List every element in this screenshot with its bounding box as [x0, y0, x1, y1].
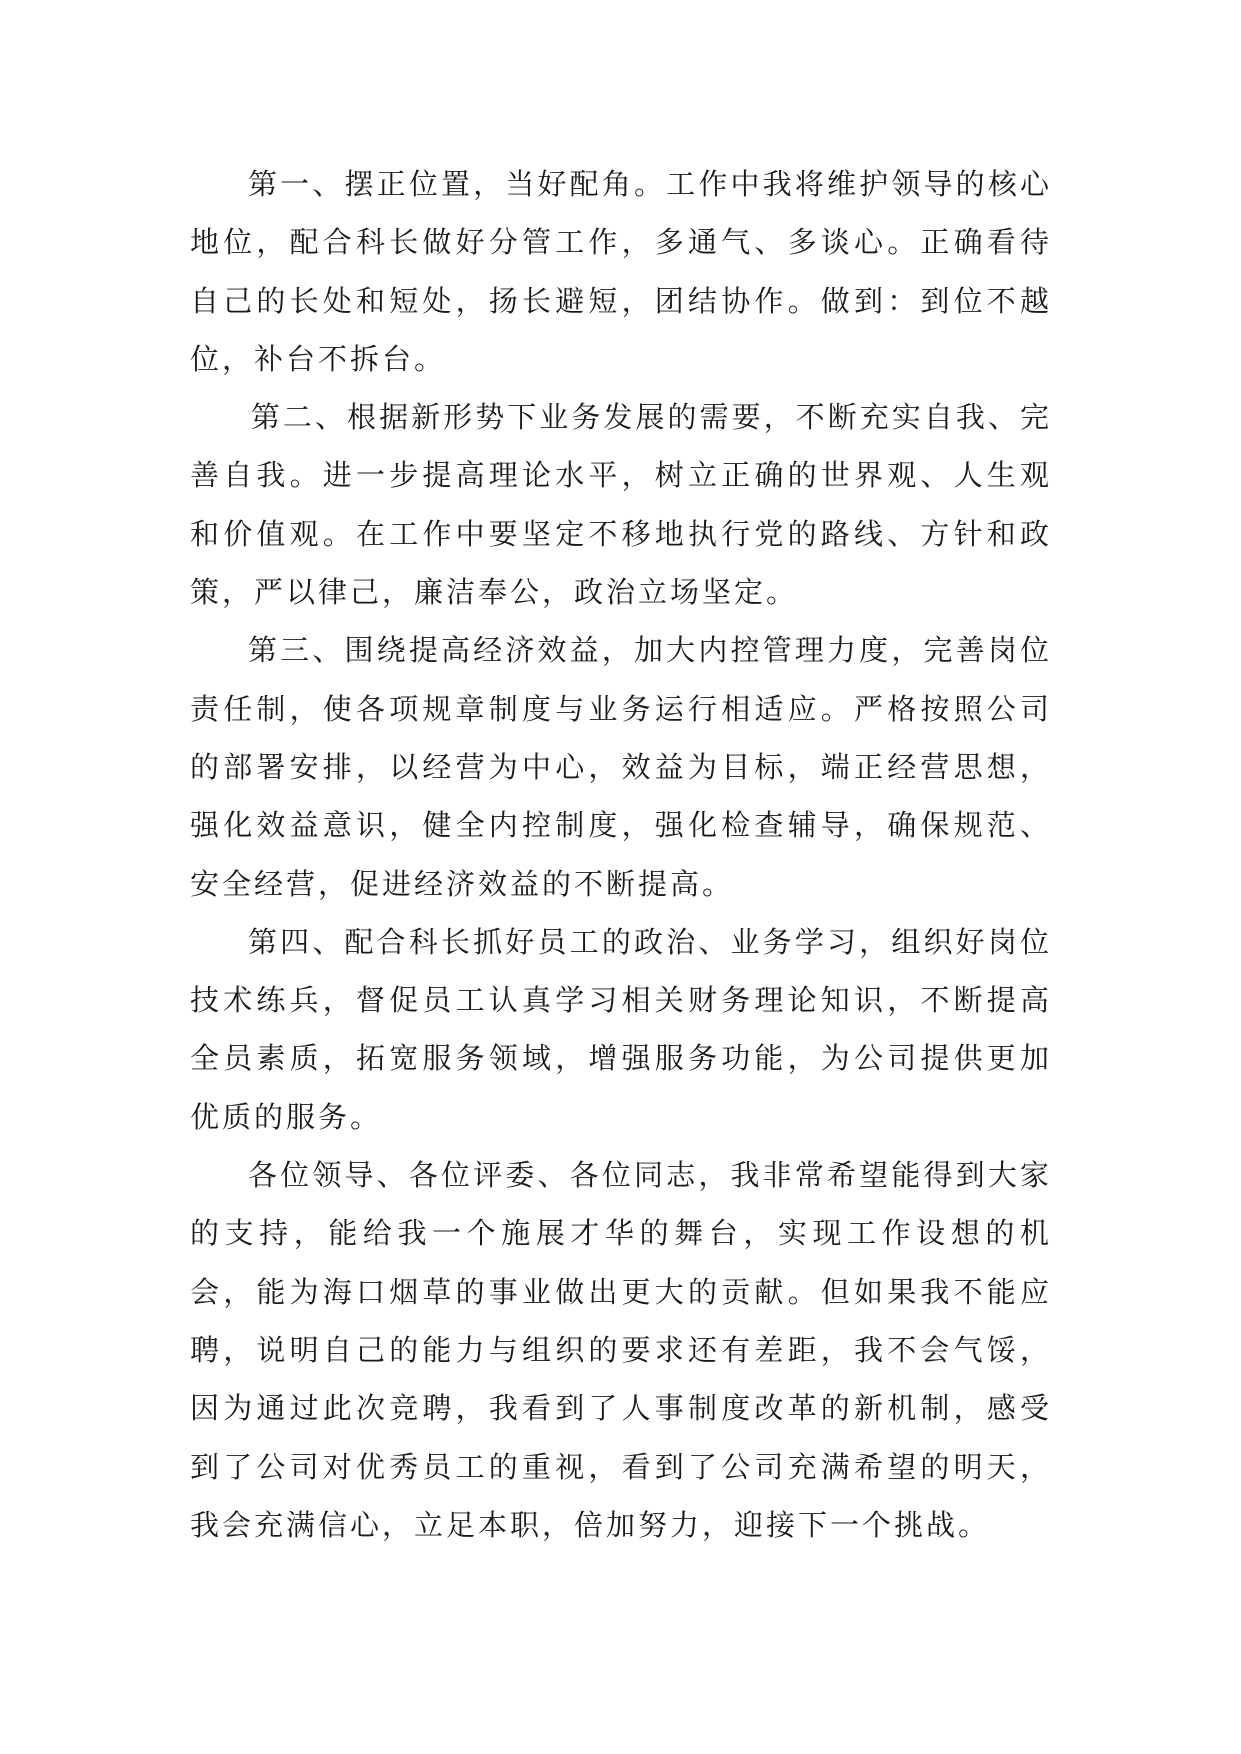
paragraph-2: 第二、根据新形势下业务发展的需要，不断充实自我、完善自我。进一步提高理论水平，树立正确的世界观、人生观和价值观。在工作中要坚定不移地执行党的路线、方针和政策，严以律己，廉洁奉公，政治立场坚定。: [190, 400, 1052, 610]
paragraph-3: 第三、围绕提高经济效益，加大内控管理力度，完善岗位责任制，使各项规章制度与业务运行相适应。严格按照公司的部署安排，以经营为中心，效益为目标，端正经营思想，强化效益意识，健全内控制度，强化检查辅导，确保规范、安全经营，促进经济效益的不断提高。: [190, 633, 1052, 901]
paragraph-1: 第一、摆正位置，当好配角。工作中我将维护领导的核心地位，配合科长做好分管工作，多通气、多谈心。正确看待自己的长处和短处，扬长避短，团结协作。做到：到位不越位，补台不拆台。: [190, 167, 1052, 376]
paragraph-5: 各位领导、各位评委、各位同志，我非常希望能得到大家的支持，能给我一个施展才华的舞台，实现工作设想的机会，能为海口烟草的事业做出更大的贡献。但如果我不能应聘，说明自己的能力与组织的要求还有差距，我不会气馁，因为通过此次竞聘，我看到了人事制度改革的新机制，感受到了公司对优秀员工的重视，看到了公司充满希望的明天，我会充满信心，立足本职，倍加努力，迎接下一个挑战。: [190, 1158, 1052, 1542]
paragraph-4: 第四、配合科长抓好员工的政治、业务学习，组织好岗位技术练兵，督促员工认真学习相关财务理论知识，不断提高全员素质，拓宽服务领域，增强服务功能，为公司提供更加优质的服务。: [190, 924, 1052, 1134]
document-body: [190, 155, 1052, 1554]
